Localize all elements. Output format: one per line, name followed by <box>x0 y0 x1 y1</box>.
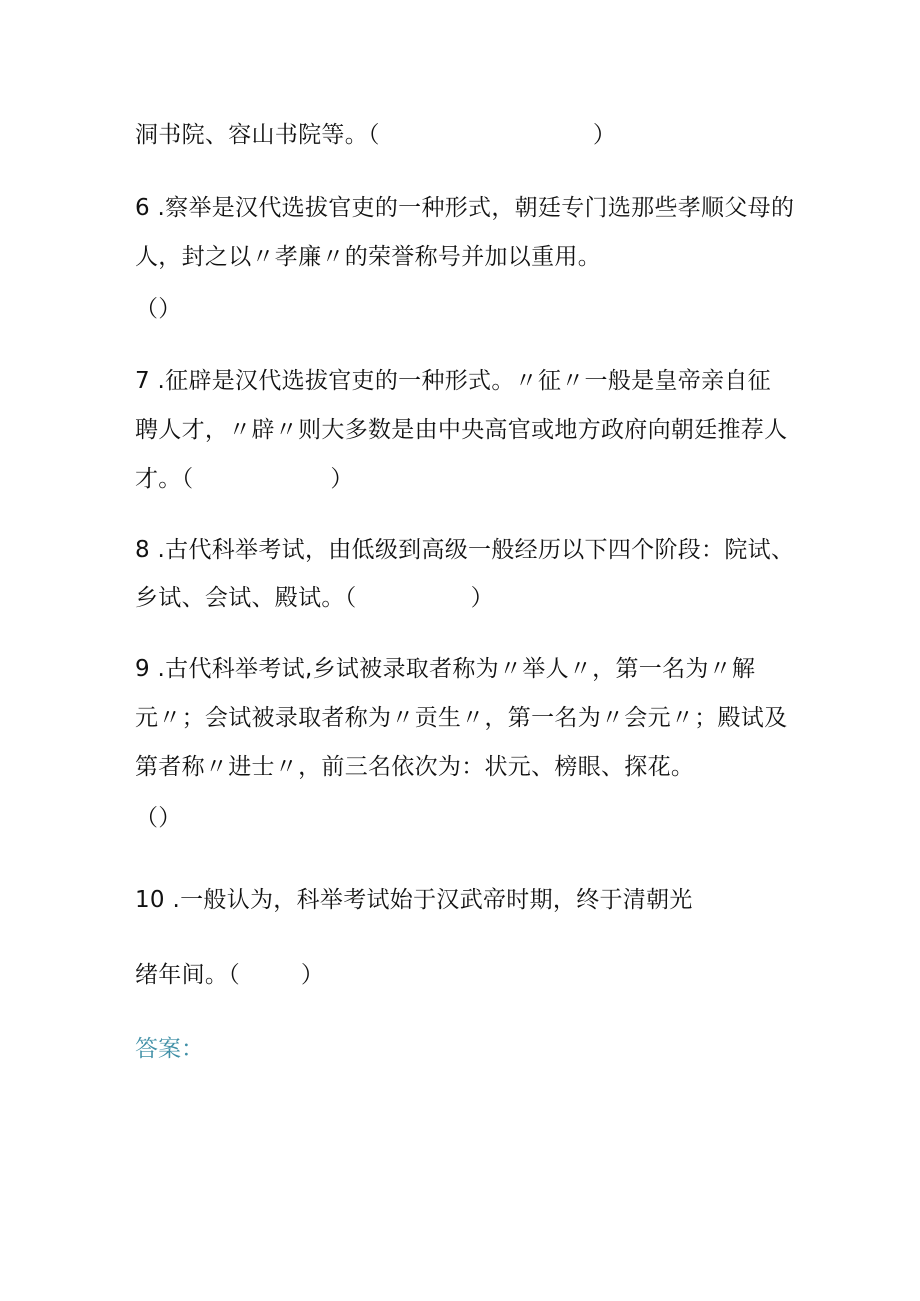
q6-answer-paren: （） <box>135 296 182 322</box>
q7-line-2: 聘人才，〃辟〃则大多数是由中央高官或地方政府向朝廷推荐人 <box>135 417 788 443</box>
q8-line-1: 8 .古代科举考试，由低级到高级一般经历以下四个阶段：院试、 <box>135 537 795 563</box>
q8-line-2: 乡试、会试、殿试。（ ） <box>135 585 494 611</box>
q6-line-1: 6 .察举是汉代选拔官吏的一种形式，朝廷专门选那些孝顺父母的 <box>135 195 795 221</box>
q6-line-2: 人，封之以〃孝廉〃的荣誉称号并加以重用。 <box>135 244 601 270</box>
q9-line-3: 第者称〃进士〃，前三名依次为：状元、榜眼、探花。 <box>135 754 695 780</box>
q5-tail-line: 洞书院、容山书院等。（ ） <box>135 122 617 148</box>
q10-line-1: 10 .一般认为，科举考试始于汉武帝时期，终于清朝光 <box>135 887 693 913</box>
q9-line-1: 9 .古代科举考试,乡试被录取者称为〃举人〃，第一名为〃解 <box>135 656 756 682</box>
q9-answer-paren: （） <box>135 805 182 831</box>
q7-line-1: 7 .征辟是汉代选拔官吏的一种形式。〃征〃一般是皇帝亲自征 <box>135 368 771 394</box>
q9-line-2: 元〃；会试被录取者称为〃贡生〃，第一名为〃会元〃；殿试及 <box>135 705 788 731</box>
answer-heading: 答案： <box>135 1036 204 1062</box>
q7-line-3: 才。（ ） <box>135 466 354 492</box>
q10-line-2: 绪年间。（ ） <box>135 962 325 988</box>
